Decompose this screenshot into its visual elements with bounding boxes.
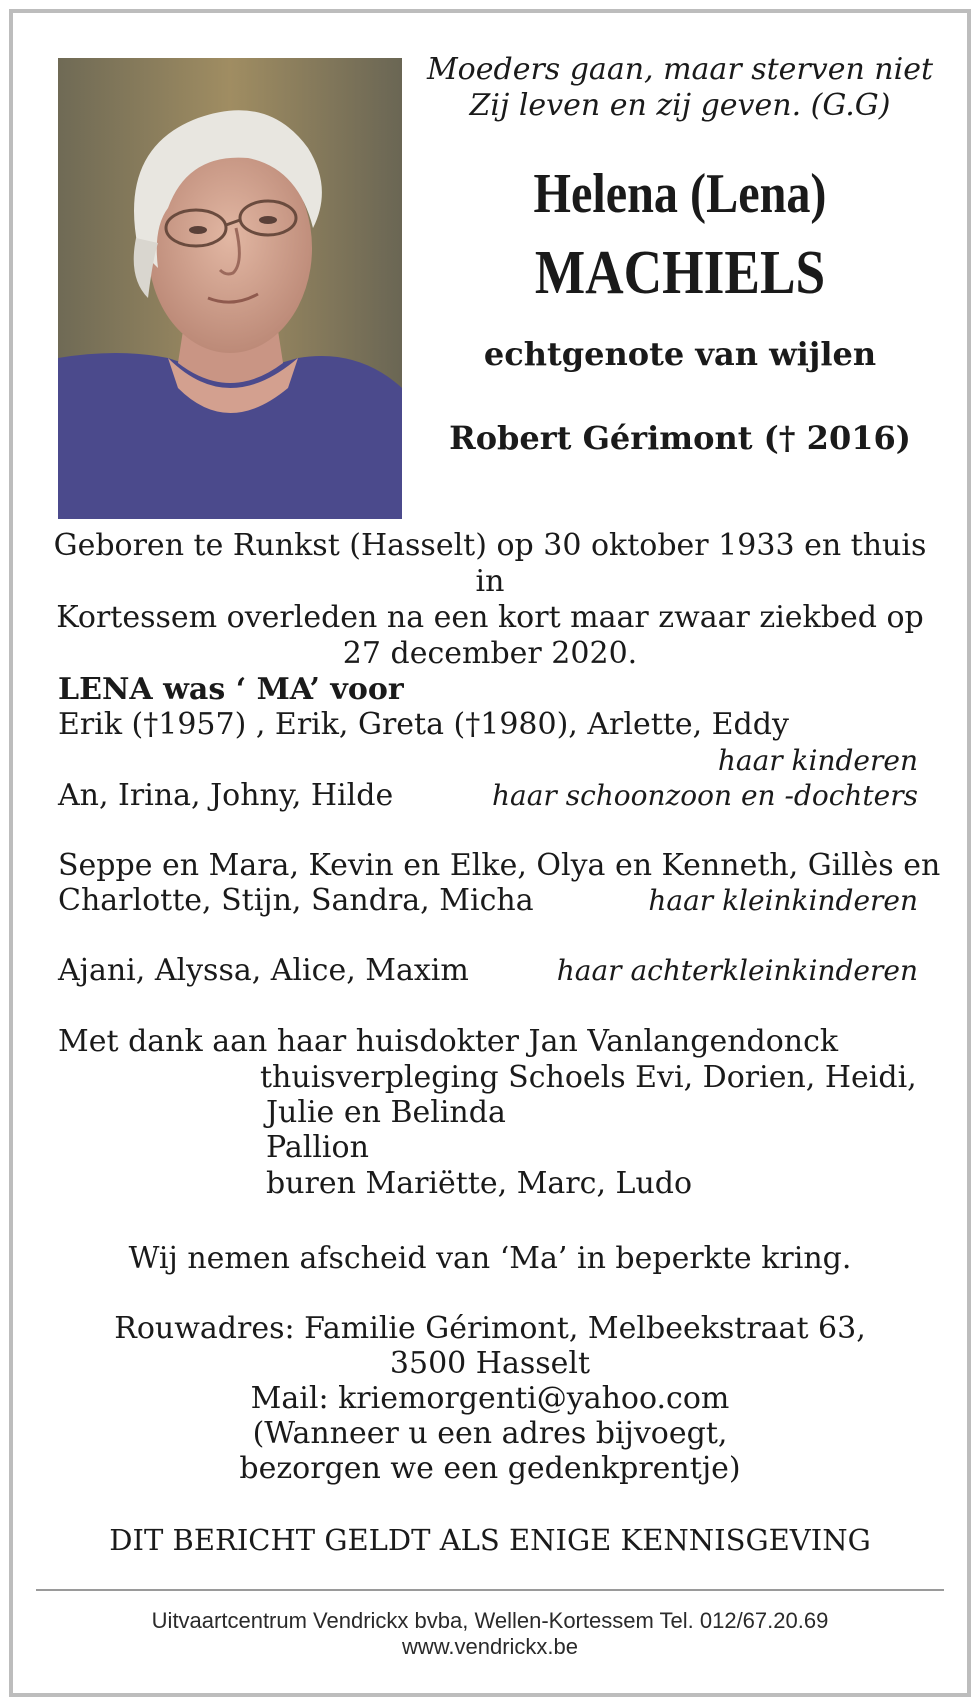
birth-line-1: Geboren te Runkst (Hasselt) op 30 oktober 1933 en thuis in	[53, 528, 927, 599]
thanks-line-5: buren Mariëtte, Marc, Ludo	[266, 1166, 693, 1201]
birth-line-2: Kortessem overleden na een kort maar zwaar ziekbed op	[56, 600, 924, 635]
portrait-photo	[58, 58, 402, 519]
footer-website[interactable]: www.vendrickx.be	[401, 1634, 579, 1659]
address-email: Mail: kriemorgenti@yahoo.com	[250, 1381, 730, 1416]
grandchildren-line-2: Charlotte, Stijn, Sandra, Micha	[58, 883, 534, 918]
grandchildren-label: haar kleinkinderen	[648, 884, 918, 917]
birth-death-statement	[40, 528, 940, 672]
spouse-label: echtgenote van wijlen	[483, 335, 877, 373]
portrait-illustration	[58, 58, 402, 519]
quote-line-2: Zij leven en zij geven. (G.G)	[469, 88, 891, 123]
farewell-statement: Wij nemen afscheid van ‘Ma’ in beperkte kring.	[128, 1241, 852, 1276]
address-line-2: 3500 Hasselt	[389, 1346, 591, 1381]
footer-company: Uitvaartcentrum Vendrickx bvba, Wellen-Kortessem Tel. 012/67.20.69	[151, 1608, 829, 1633]
greatgrandchildren-names: Ajani, Alyssa, Alice, Maxim	[58, 953, 469, 988]
address-line-1: Rouwadres: Familie Gérimont, Melbeekstraat 63,	[114, 1311, 866, 1346]
quote-line-1: Moeders gaan, maar sterven niet	[426, 52, 934, 87]
spouse-name: Robert Gérimont († 2016)	[449, 419, 911, 457]
thanks-line-4: Pallion	[266, 1130, 369, 1165]
inlaws-label: haar schoonzoon en -dochters	[492, 779, 918, 812]
address-line-5: bezorgen we een gedenkprentje)	[239, 1451, 741, 1486]
greatgrandchildren-label: haar achterkleinkinderen	[556, 954, 918, 987]
deceased-last-name: MACHIELS	[534, 239, 826, 307]
family-heading: LENA was ‘ MA’ voor	[58, 672, 404, 707]
grandchildren-line-1: Seppe en Mara, Kevin en Elke, Olya en Kenneth, Gillès en	[58, 848, 941, 883]
birth-line-3: 27 december 2020.	[342, 636, 638, 671]
children-names: Erik (†1957) , Erik, Greta (†1980), Arlette, Eddy	[58, 707, 789, 742]
children-label: haar kinderen	[717, 744, 918, 777]
thanks-line-2: thuisverpleging Schoels Evi, Dorien, Heidi,	[260, 1060, 917, 1095]
quote	[420, 52, 940, 124]
deceased-first-name: Helena (Lena)	[533, 163, 827, 225]
notice-statement: DIT BERICHT GELDT ALS ENIGE KENNISGEVING	[109, 1523, 871, 1557]
inlaws-names: An, Irina, Johny, Hilde	[58, 778, 394, 813]
footer-divider	[36, 1589, 944, 1591]
thanks-line-1: Met dank aan haar huisdokter Jan Vanlangendonck	[58, 1024, 839, 1059]
thanks-line-3: Julie en Belinda	[266, 1095, 506, 1130]
address-line-4: (Wanneer u een adres bijvoegt,	[252, 1416, 728, 1451]
